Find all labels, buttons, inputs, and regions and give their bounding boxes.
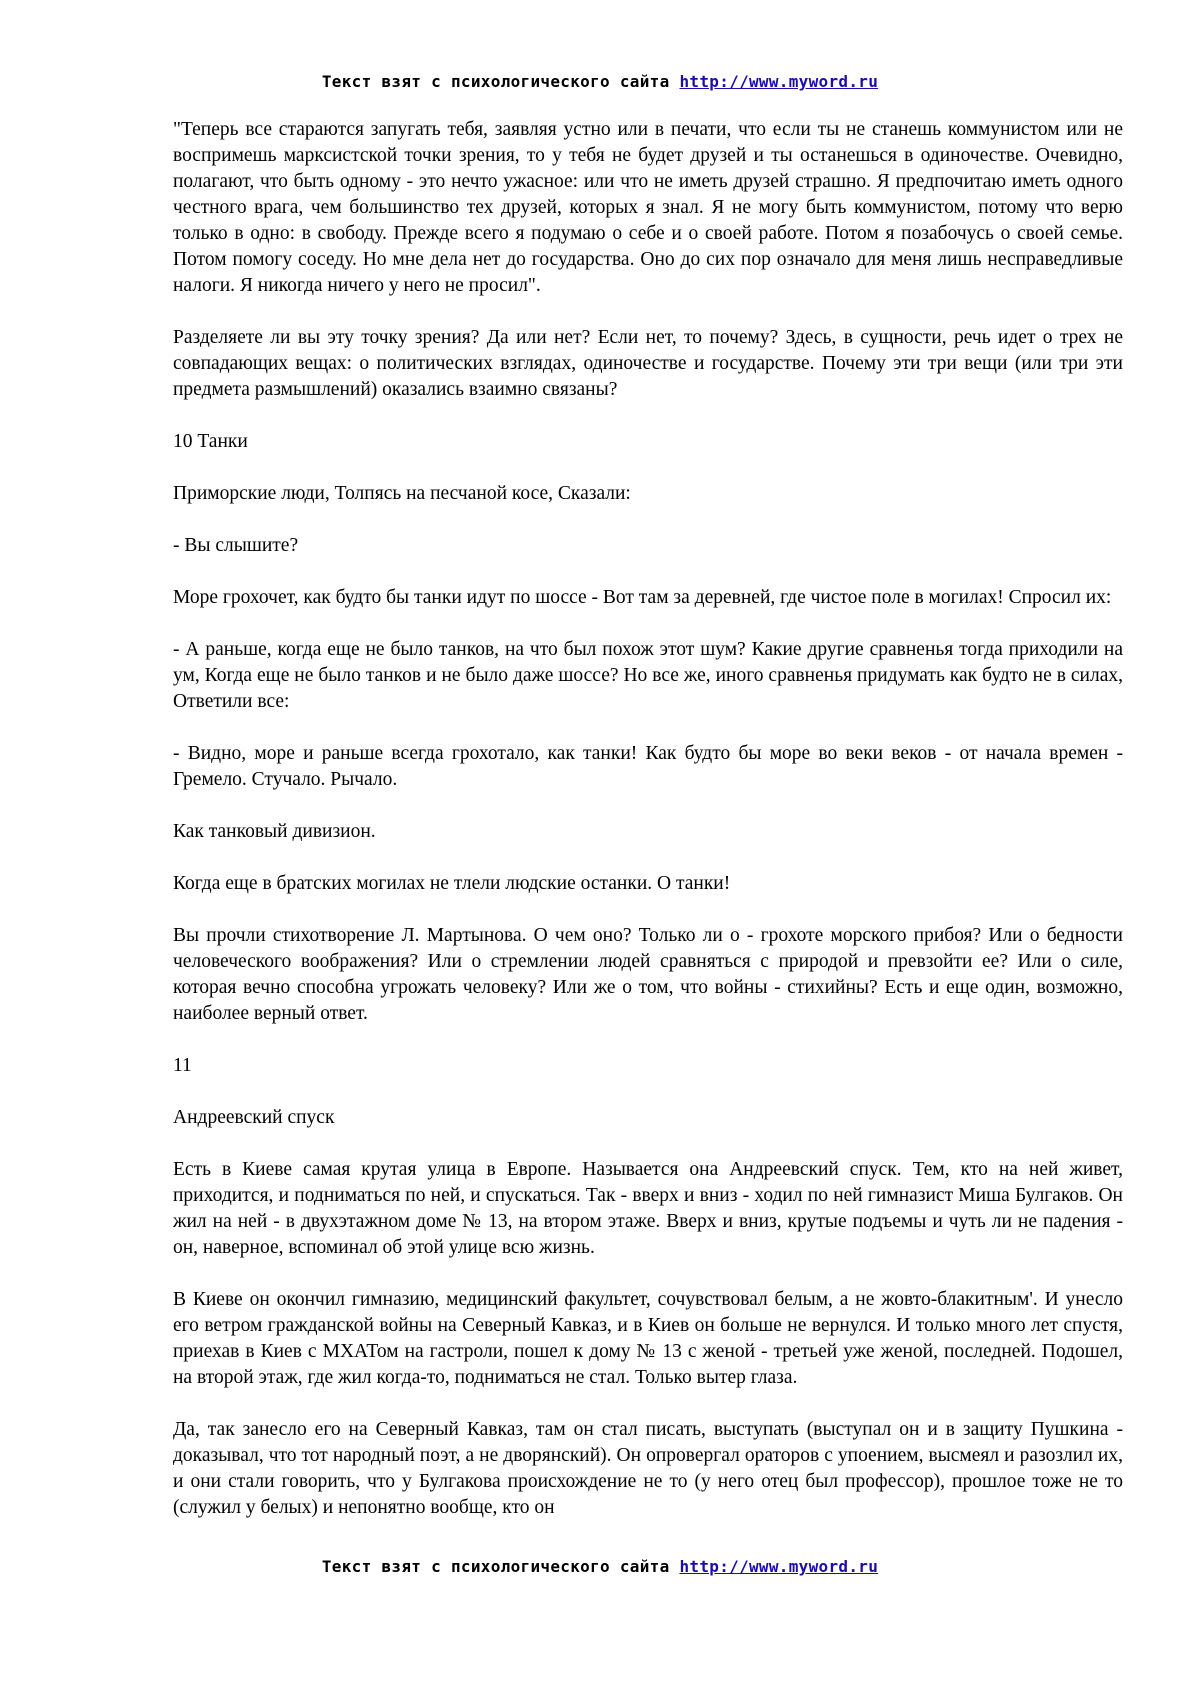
poem-line: - Вы слышите? (173, 535, 299, 556)
body-paragraph: Да, так занесло его на Северный Кавказ, там он стал писать, выступать (выступал он и в защиту Пушкина - доказывал, что тот народный поэт, а не дворянский). Он опровергал ораторов с упоением, высмеял и разозлил их, и они стали говорить, что у Булгакова происхождение не то (у него отец был профессор), прошлое тоже не то (служил у белых) и непонятно вообще, кто он (173, 1419, 1123, 1518)
section-number: 11 (173, 1055, 192, 1076)
footer-text: Текст взят с психологического сайта (321, 1557, 680, 1576)
body-paragraph: В Киеве он окончил гимназию, медицинский факультет, сочувствовал белым, а не жовто-блакитным'. И унесло его ветром гражданской войны на Северный Кавказ, и в Киев он больше не вернулся. И только много лет спустя, приехав в Киев с МХАТом на гастроли, пошел к дому № 13 с женой - третьей уже женой, последней. Подошел, на второй этаж, где жил когда-то, подниматься не стал. Только вытер глаза. (173, 1289, 1123, 1388)
question-paragraph: Разделяете ли вы эту точку зрения? Да или нет? Если нет, то почему? Здесь, в сущности, речь идет о трех не совпадающих вещах: о политических взглядах, одиночестве и государстве. Почему эти три вещи (или три эти предмета размышлений) оказались взаимно связаны? (173, 327, 1123, 400)
poem-line: - Видно, море и раньше всегда грохотало, как танки! Как будто бы море во веки веков - от начала времен - Гремело. Стучало. Рычало. (173, 743, 1123, 790)
footer-site-link[interactable]: http://www.myword.ru (679, 1557, 879, 1576)
document-body (173, 117, 1123, 1521)
page-header (0, 72, 1200, 92)
header-text: Текст взят с психологического сайта (321, 72, 680, 91)
header-site-link[interactable]: http://www.myword.ru (679, 72, 879, 91)
poem-line: Как танковый дивизион. (173, 821, 376, 842)
section-heading-tanks: 10 Танки (173, 431, 248, 452)
poem-line: Когда еще в братских могилах не тлели людские останки. О танки! (173, 873, 731, 894)
body-paragraph: Есть в Киеве самая крутая улица в Европе. Называется она Андреевский спуск. Тем, кто на ней живет, приходится, и подниматься по ней, и спускаться. Так - вверх и вниз - ходил по ней гимназист Миша Булгаков. Он жил на ней - в двухэтажном доме № 13, на втором этаже. Вверх и вниз, крутые подъемы и чуть ли не падения - он, наверное, вспоминал об этой улице всю жизнь. (173, 1159, 1123, 1258)
poem-line: Море грохочет, как будто бы танки идут по шоссе - Вот там за деревней, где чистое поле в могилах! Спросил их: (173, 587, 1112, 608)
section-heading-andreevsky: Андреевский спуск (173, 1107, 335, 1128)
page-footer (0, 1557, 1200, 1577)
poem-line: Приморские люди, Толпясь на песчаной косе, Сказали: (173, 483, 631, 504)
poem-line: - А раньше, когда еще не было танков, на что был похож этот шум? Какие другие сравненья тогда приходили на ум, Когда еще не было танков и не было даже шоссе? Но все же, иного сравненья придумать как будто не в силах, Ответили все: (173, 639, 1123, 712)
poem-question-paragraph: Вы прочли стихотворение Л. Мартынова. О чем оно? Только ли о - грохоте морского прибоя? Или о бедности человеческого воображения? Или о стремлении людей сравняться с природой и превзойти ее? Или о силе, которая вечно способна угрожать человеку? Или же о том, что войны - стихийны? Есть и еще один, возможно, наиболее верный ответ. (173, 925, 1123, 1024)
quote-paragraph: "Теперь все стараются запугать тебя, заявляя устно или в печати, что если ты не станешь коммунистом или не воспримешь марксистской точки зрения, то у тебя не будет друзей и ты останешься в одиночестве. Очевидно, полагают, что быть одному - это нечто ужасное: или что не иметь друзей страшно. Я предпочитаю иметь одного честного врага, чем большинство тех друзей, которых я знал. Я не могу быть коммунистом, потому что верю только в одно: в свободу. Прежде всего я подумаю о себе и о своей работе. Потом я позабочусь о своей семье. Потом помогу соседу. Но мне дела нет до государства. Оно до сих пор означало для меня лишь несправедливые налоги. Я никогда ничего у него не просил". (173, 119, 1123, 296)
